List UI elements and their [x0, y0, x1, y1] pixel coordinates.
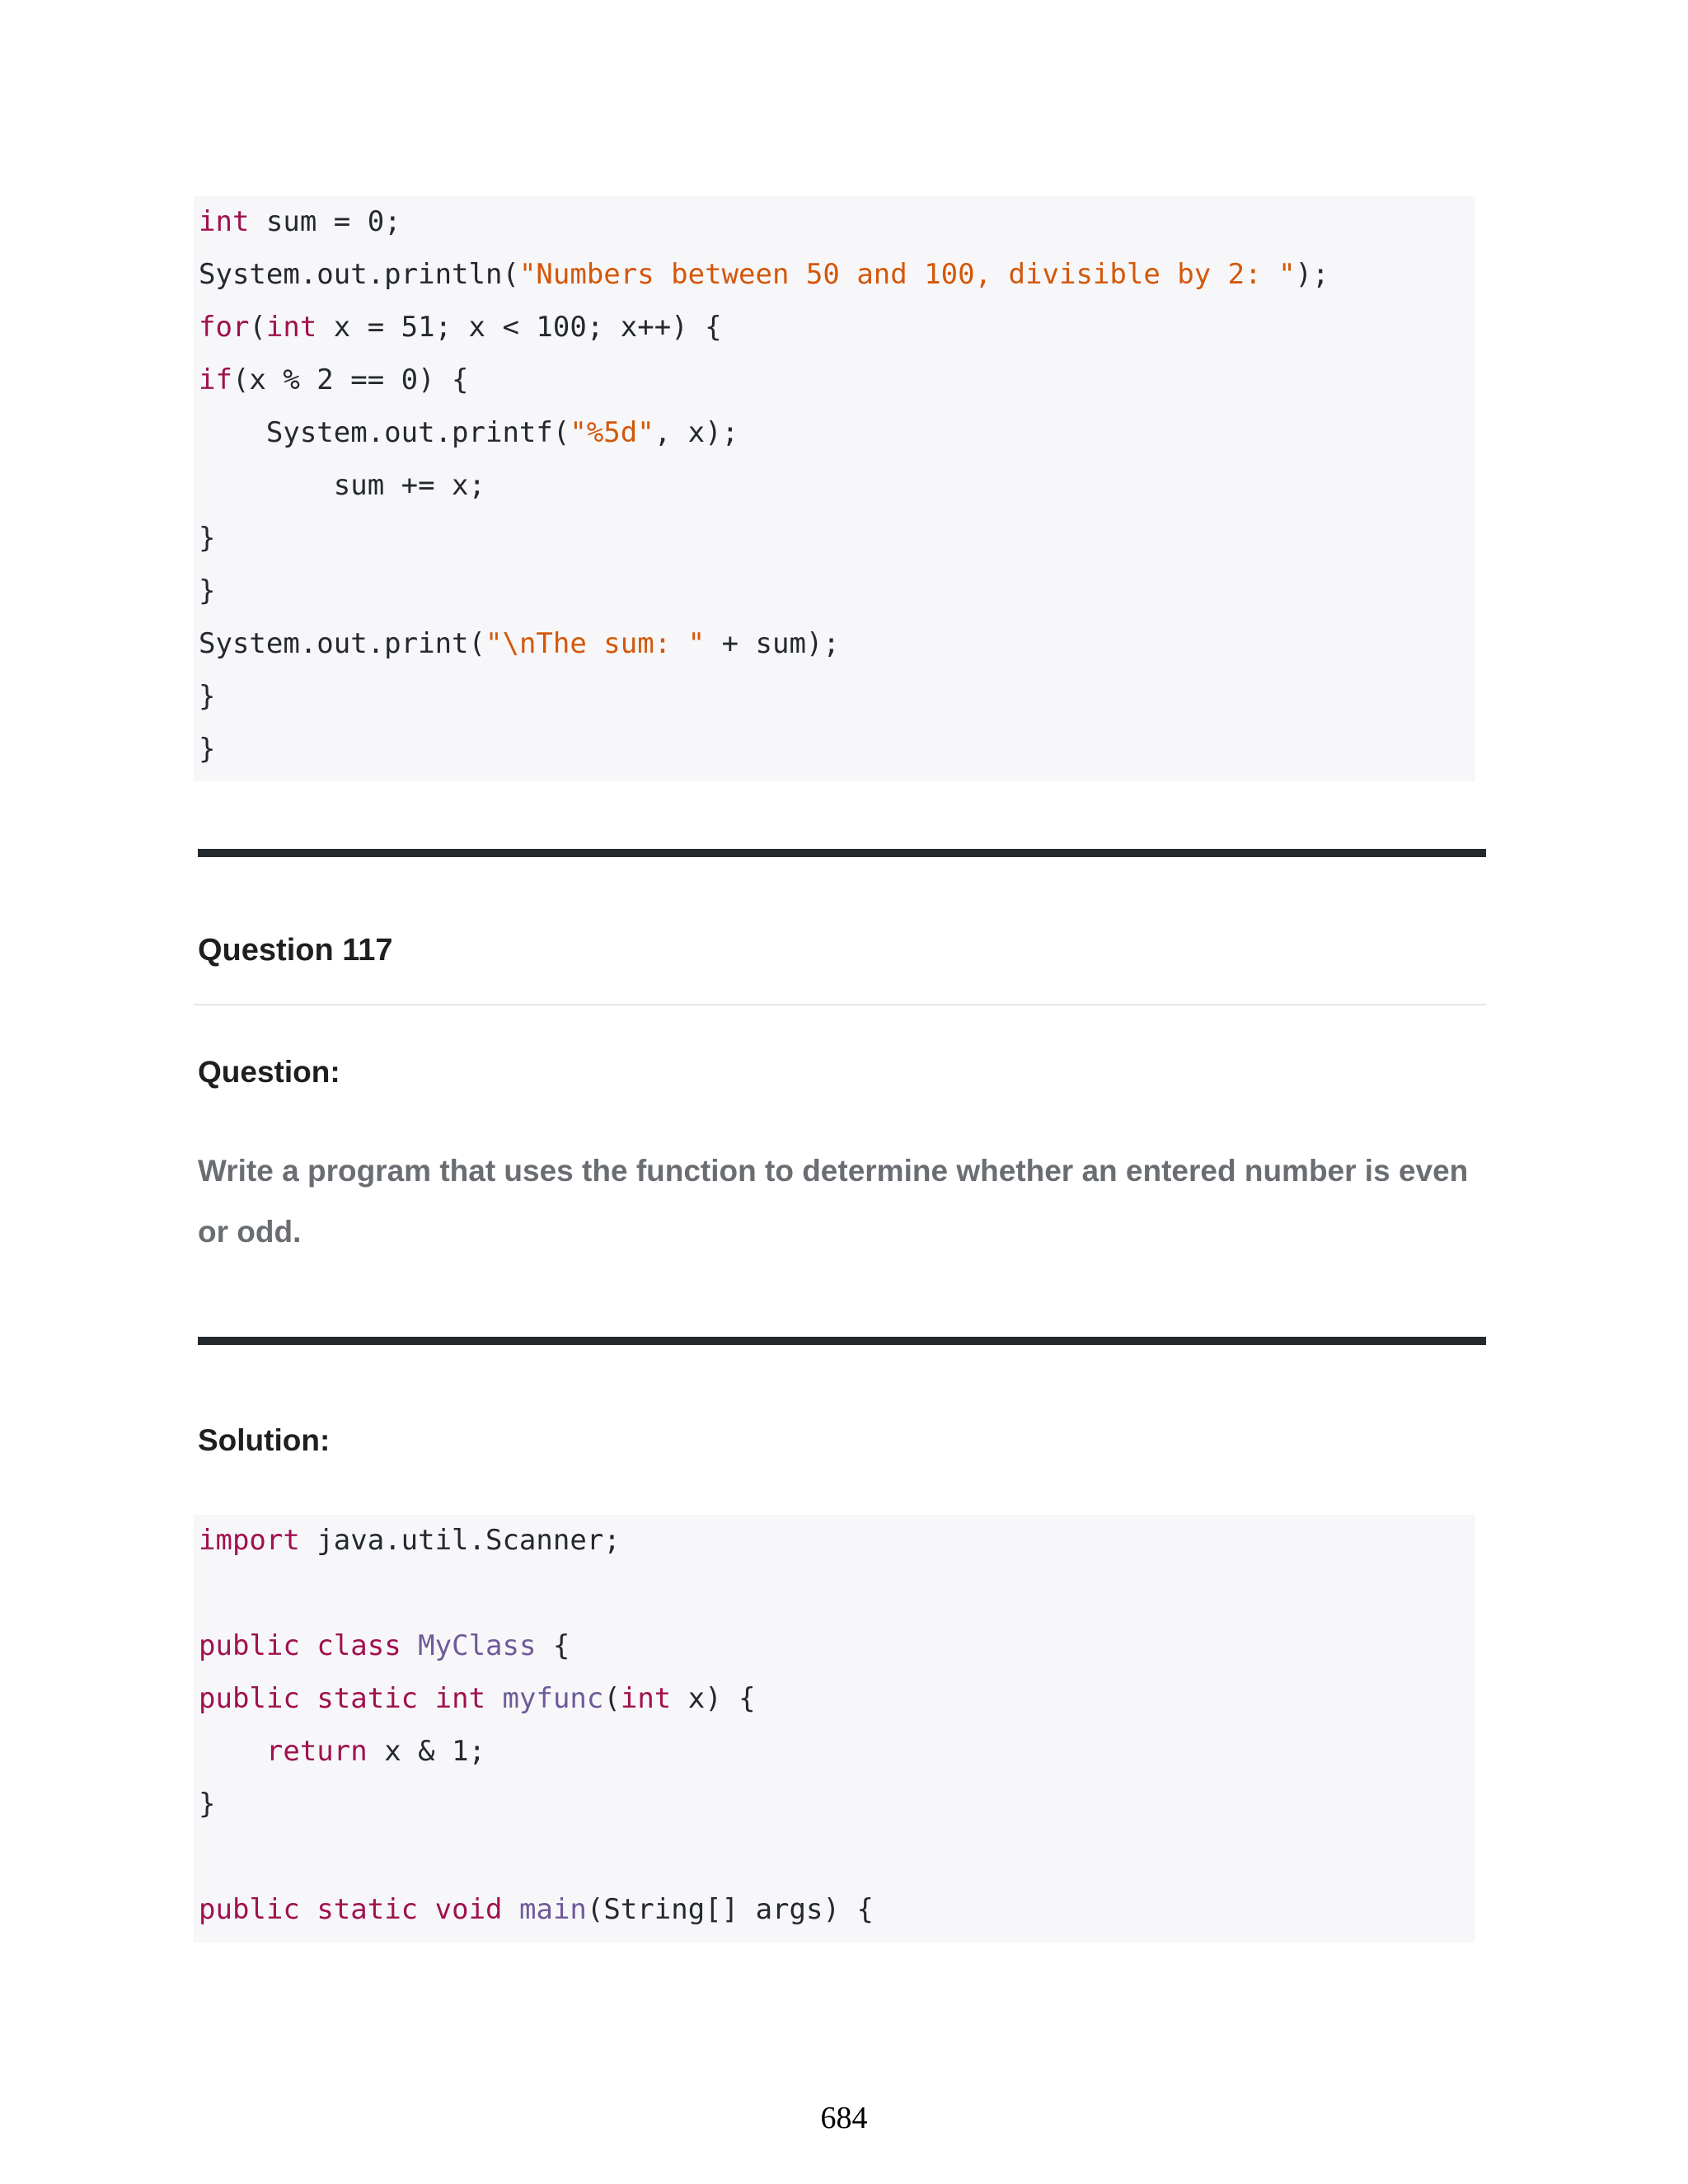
code-line: [199, 248, 1329, 301]
code-text: System.out.printf(: [199, 416, 570, 449]
code-text: {: [536, 1629, 570, 1662]
code-text: }: [199, 680, 216, 713]
code-text: java.util.Scanner;: [299, 1524, 621, 1557]
code-keyword: for: [199, 311, 250, 344]
section-divider: [198, 1337, 1486, 1345]
question-text: Write a program that uses the function to determine whether an entered number is even or odd.: [198, 1154, 1469, 1249]
code-text: [300, 1629, 316, 1662]
code-line: [199, 512, 215, 565]
code-line: [199, 406, 738, 459]
code-keyword: int: [620, 1682, 672, 1715]
code-text: }: [199, 574, 216, 607]
code-text: [300, 1682, 316, 1715]
code-identifier: MyClass: [418, 1629, 537, 1662]
code-keyword: int: [434, 1682, 486, 1715]
code-text: sum = 0;: [249, 205, 401, 238]
code-block-loop: [194, 196, 1475, 781]
code-text: sum += x;: [199, 469, 485, 502]
code-keyword: if: [199, 363, 232, 396]
code-line: [199, 565, 215, 617]
page-number: 684: [820, 2101, 868, 2135]
code-text: (: [249, 311, 266, 344]
code-line: [199, 617, 840, 670]
code-text: }: [199, 522, 216, 555]
code-text: x) {: [671, 1682, 756, 1715]
code-keyword: void: [434, 1893, 503, 1926]
code-line: [199, 354, 469, 406]
code-text: , x);: [654, 416, 739, 449]
code-identifier: main: [519, 1893, 587, 1926]
code-line: [199, 670, 215, 723]
code-identifier: myfunc: [502, 1682, 604, 1715]
code-line: [199, 1514, 621, 1567]
code-line: [199, 301, 722, 354]
question-title: Question 117: [198, 933, 393, 968]
code-keyword: public: [199, 1682, 300, 1715]
question-label: Question:: [198, 1055, 340, 1089]
code-text: [418, 1682, 434, 1715]
code-line: [199, 1883, 874, 1936]
code-keyword: public: [199, 1893, 300, 1926]
code-keyword: return: [265, 1735, 368, 1768]
code-line: [199, 1619, 570, 1672]
code-keyword: class: [316, 1629, 401, 1662]
code-string: "\nThe sum: ": [485, 627, 706, 660]
code-keyword: static: [316, 1893, 419, 1926]
solution-label: Solution:: [198, 1423, 331, 1457]
code-keyword: static: [316, 1682, 419, 1715]
code-line: [199, 195, 401, 248]
code-string: "%5d": [570, 416, 654, 449]
code-keyword: import: [199, 1524, 300, 1557]
code-text: System.out.print(: [199, 627, 485, 660]
code-keyword: public: [199, 1629, 300, 1662]
code-text: x & 1;: [367, 1735, 486, 1768]
code-line: [199, 1778, 215, 1830]
code-line: [199, 1725, 485, 1778]
code-text: [503, 1893, 519, 1926]
code-text: System.out.println(: [199, 258, 519, 291]
code-block-solution: [194, 1515, 1475, 1943]
code-string: "Numbers between 50 and 100, divisible by 2: ": [518, 258, 1296, 291]
code-text: (x % 2 == 0) {: [232, 363, 469, 396]
code-keyword: int: [199, 205, 250, 238]
section-divider: [198, 849, 1486, 857]
code-text: }: [199, 733, 216, 766]
title-underline: [194, 1004, 1486, 1005]
code-text: [300, 1893, 316, 1926]
code-line: [199, 1672, 756, 1725]
code-text: x = 51; x < 100; x++) {: [316, 311, 722, 344]
code-line: [199, 459, 485, 512]
code-text: (: [603, 1682, 621, 1715]
code-text: [401, 1629, 418, 1662]
code-text: (String[] args) {: [586, 1893, 874, 1926]
code-text: + sum);: [705, 627, 840, 660]
code-text: }: [199, 1788, 216, 1821]
code-text: [199, 1735, 266, 1768]
code-text: [418, 1893, 434, 1926]
code-text: );: [1295, 258, 1329, 291]
code-keyword: int: [265, 311, 317, 344]
code-text: [485, 1682, 502, 1715]
code-line: [199, 723, 215, 776]
